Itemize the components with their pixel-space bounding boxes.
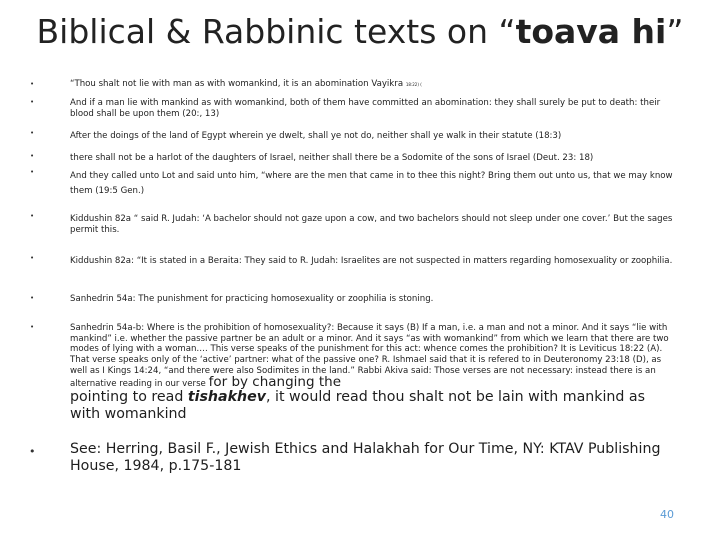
page-number: 40 [660,508,674,521]
bullet-glyph: • [30,323,35,331]
bullet-glyph: • [30,129,35,137]
bullet-glyph: • [30,152,35,160]
list-item: After the doings of the land of Egypt wherein ye dwelt, shall ye not do, neither shall ye walk in their statute (18:3) [70,131,562,141]
list-item: See: Herring, Basil F., Jewish Ethics and Halakhah for Our Time, NY: KTAV Publishing House, 1984, p.175-181 [70,441,661,474]
list-item: Sanhedrin 54a: The punishment for practicing homosexuality or zoophilia is stoning. [70,294,434,304]
list-item: there shall not be a harlot of the daughters of Israel, neither shall there be a Sodomite of the sons of Israel (Deut. 23: 18) [70,153,594,163]
bullet-glyph: • [30,212,35,220]
bullet-glyph: • [30,80,35,88]
list-item: “Thou shalt not lie with man as with womankind, it is an abomination Vayikra 18:22) ( [70,79,422,89]
slide-title: Biblical & Rabbinic texts on “toava hi” [36,12,684,51]
bullet-glyph: • [29,445,36,458]
bullet-glyph: • [30,98,35,106]
list-item: And if a man lie with mankind as with womankind, both of them have committed an abomination: they shall surely be put to death: their blood shall be upon them (20:, 13) [70,98,661,119]
bullet-glyph: • [30,168,35,176]
list-item: Sanhedrin 54a-b: Where is the prohibition of homosexuality?: Because it says (B) If a man, i.e. a man and not a minor. And it says “lie with mankind” i.e. whether the passive partner be an adult or a minor. And it says “as with womankind” from which we learn that there are two modes of lying with a woman…. This verse speaks of the punishment for this act: whence comes the prohibition? It is Leviticus 18:22 (A). That verse speaks only of the ‘active’ partner: what of the passive one? R. Ishmael said that it is refered to in Deuteronomy 23:18 (D), as well as I Kings 14:24, “and there were also Sodimites in the land.” Rabbi Akiva said: Those verses are not necessary: instead there is an alternative reading in our verse for by changing the pointing to read tishakhev, it would read thou shalt not be lain with mankind as with womankind [70,323,669,423]
list-item: Kiddushin 82a: “It is stated in a Beraita: They said to R. Judah: Israelites are not suspected in matters regarding homosexuality or zoophilia. [70,256,673,266]
bullet-glyph: • [30,294,35,302]
list-item: And they called unto Lot and said unto him, “where are the men that came in to thee this night? Bring them out unto us, that we may know them (19:5 Gen.) [70,171,673,196]
bullet-glyph: • [30,254,35,262]
list-item: Kiddushin 82a “ said R. Judah: ‘A bachelor should not gaze upon a cow, and two bachelors should not sleep under one cover.’ But the sages permit this. [70,214,673,235]
